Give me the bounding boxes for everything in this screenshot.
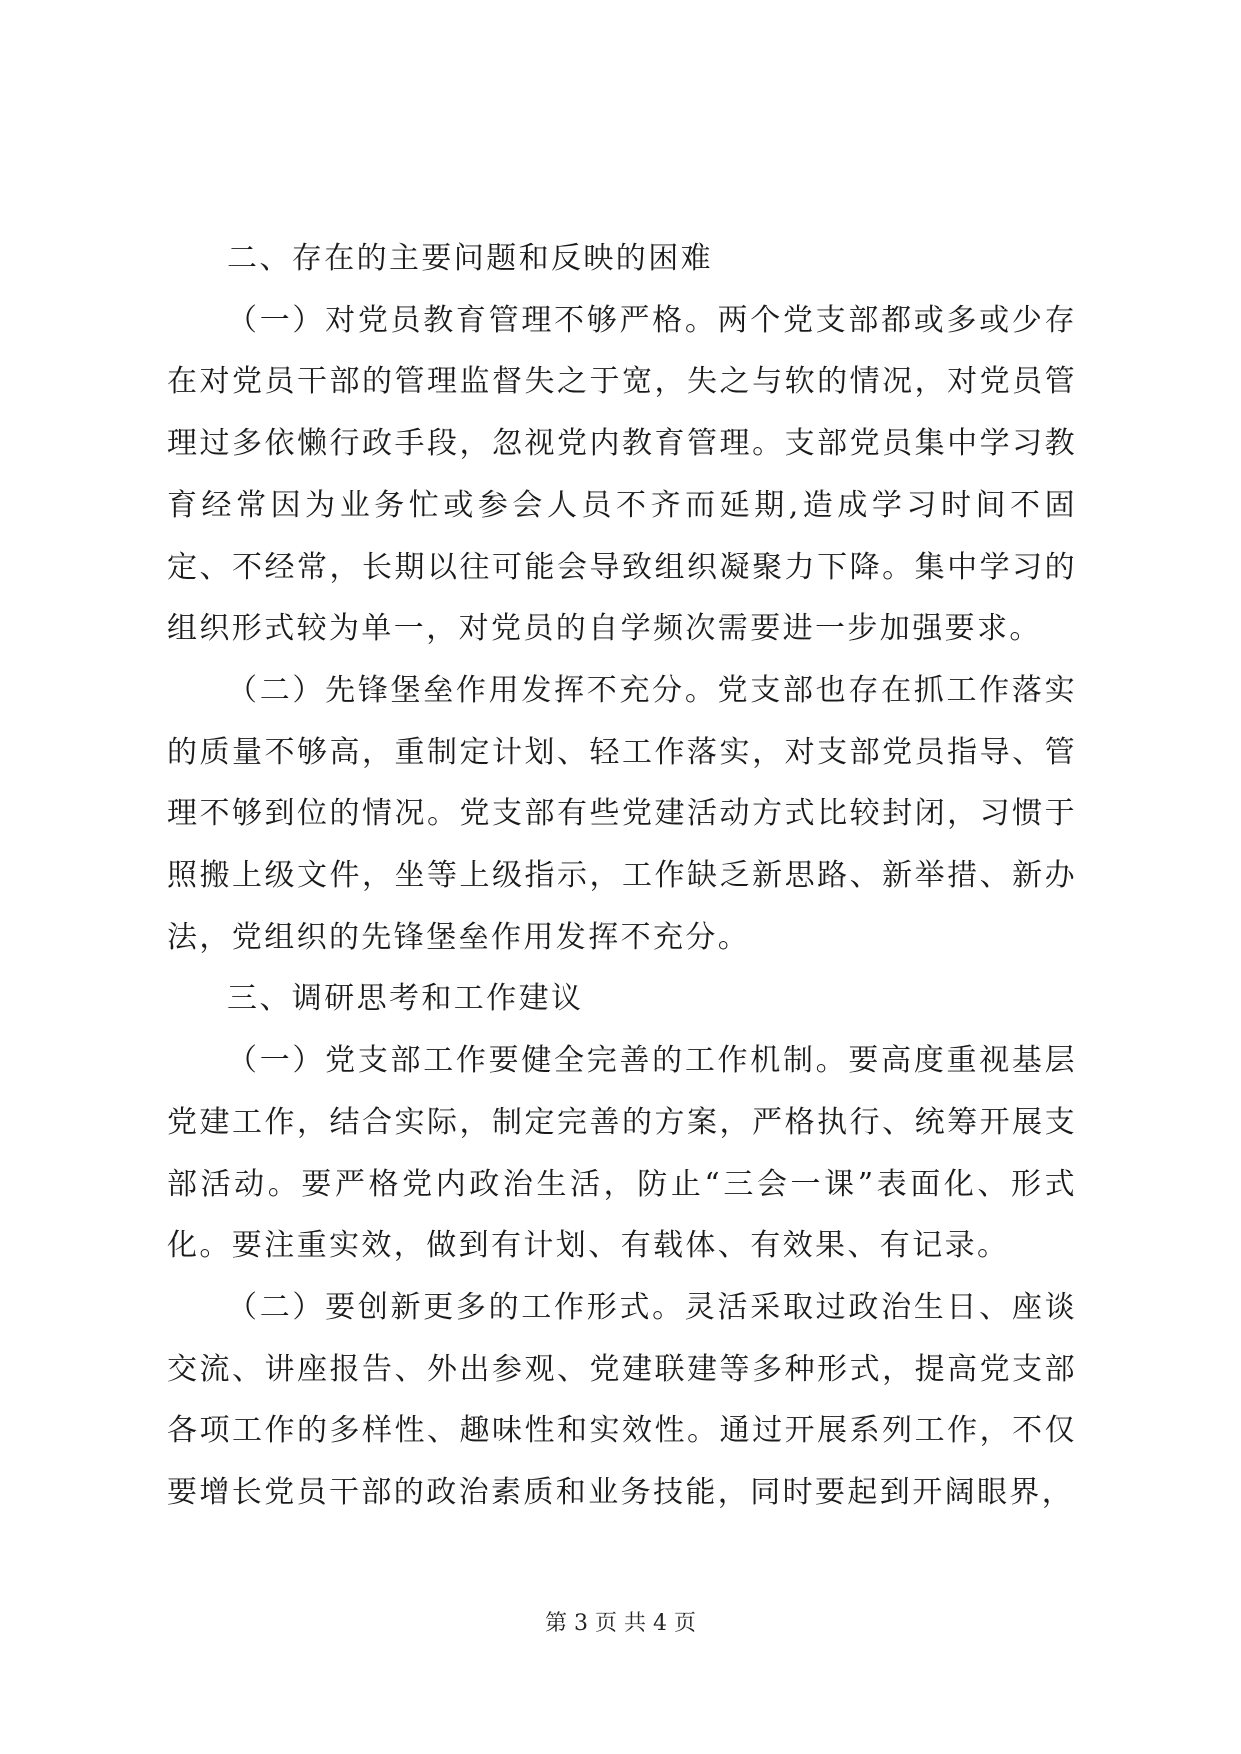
paragraph-work-forms: （二）要创新更多的工作形式。灵活采取过政治生日、座谈交流、讲座报告、外出参观、党建联建等多种形式，提高党支部各项工作的多样性、趣味性和实效性。通过开展系列工作，不仅要增长党员干部的政治素质和业务技能，同时要起到开阔眼界， bbox=[167, 1289, 1077, 1511]
section-heading-problems: 二、存在的主要问题和反映的困难 bbox=[227, 241, 713, 276]
document-body bbox=[167, 228, 1077, 1524]
paragraph-work-mechanism: （一）党支部工作要健全完善的工作机制。要高度重视基层党建工作，结合实际，制定完善的方案，严格执行、统筹开展支部活动。要严格党内政治生活，防止“三会一课”表面化、形式化。要注重实效，做到有计划、有载体、有效果、有记录。 bbox=[167, 1043, 1077, 1264]
page-number-footer: 第 3 页 共 4 页 bbox=[545, 1611, 696, 1636]
paragraph-education-management: （一）对党员教育管理不够严格。两个党支部都或多或少存在对党员干部的管理监督失之于宽，失之与软的情况，对党员管理过多依懒行政手段，忽视党内教育管理。支部党员集中学习教育经常因为业务忙或参会人员不齐而延期,造成学习时间不固定、不经常，长期以往可能会导致组织凝聚力下降。集中学习的组织形式较为单一，对党员的自学频次需要进一步加强要求。 bbox=[167, 302, 1077, 647]
paragraph-vanguard-role: （二）先锋堡垒作用发挥不充分。党支部也存在抓工作落实的质量不够高，重制定计划、轻工作落实，对支部党员指导、管理不够到位的情况。党支部有些党建活动方式比较封闭，习惯于照搬上级文件，坐等上级指示，工作缺乏新思路、新举措、新办法，党组织的先锋堡垒作用发挥不充分。 bbox=[167, 672, 1077, 955]
section-heading-suggestions: 三、调研思考和工作建议 bbox=[227, 981, 584, 1017]
